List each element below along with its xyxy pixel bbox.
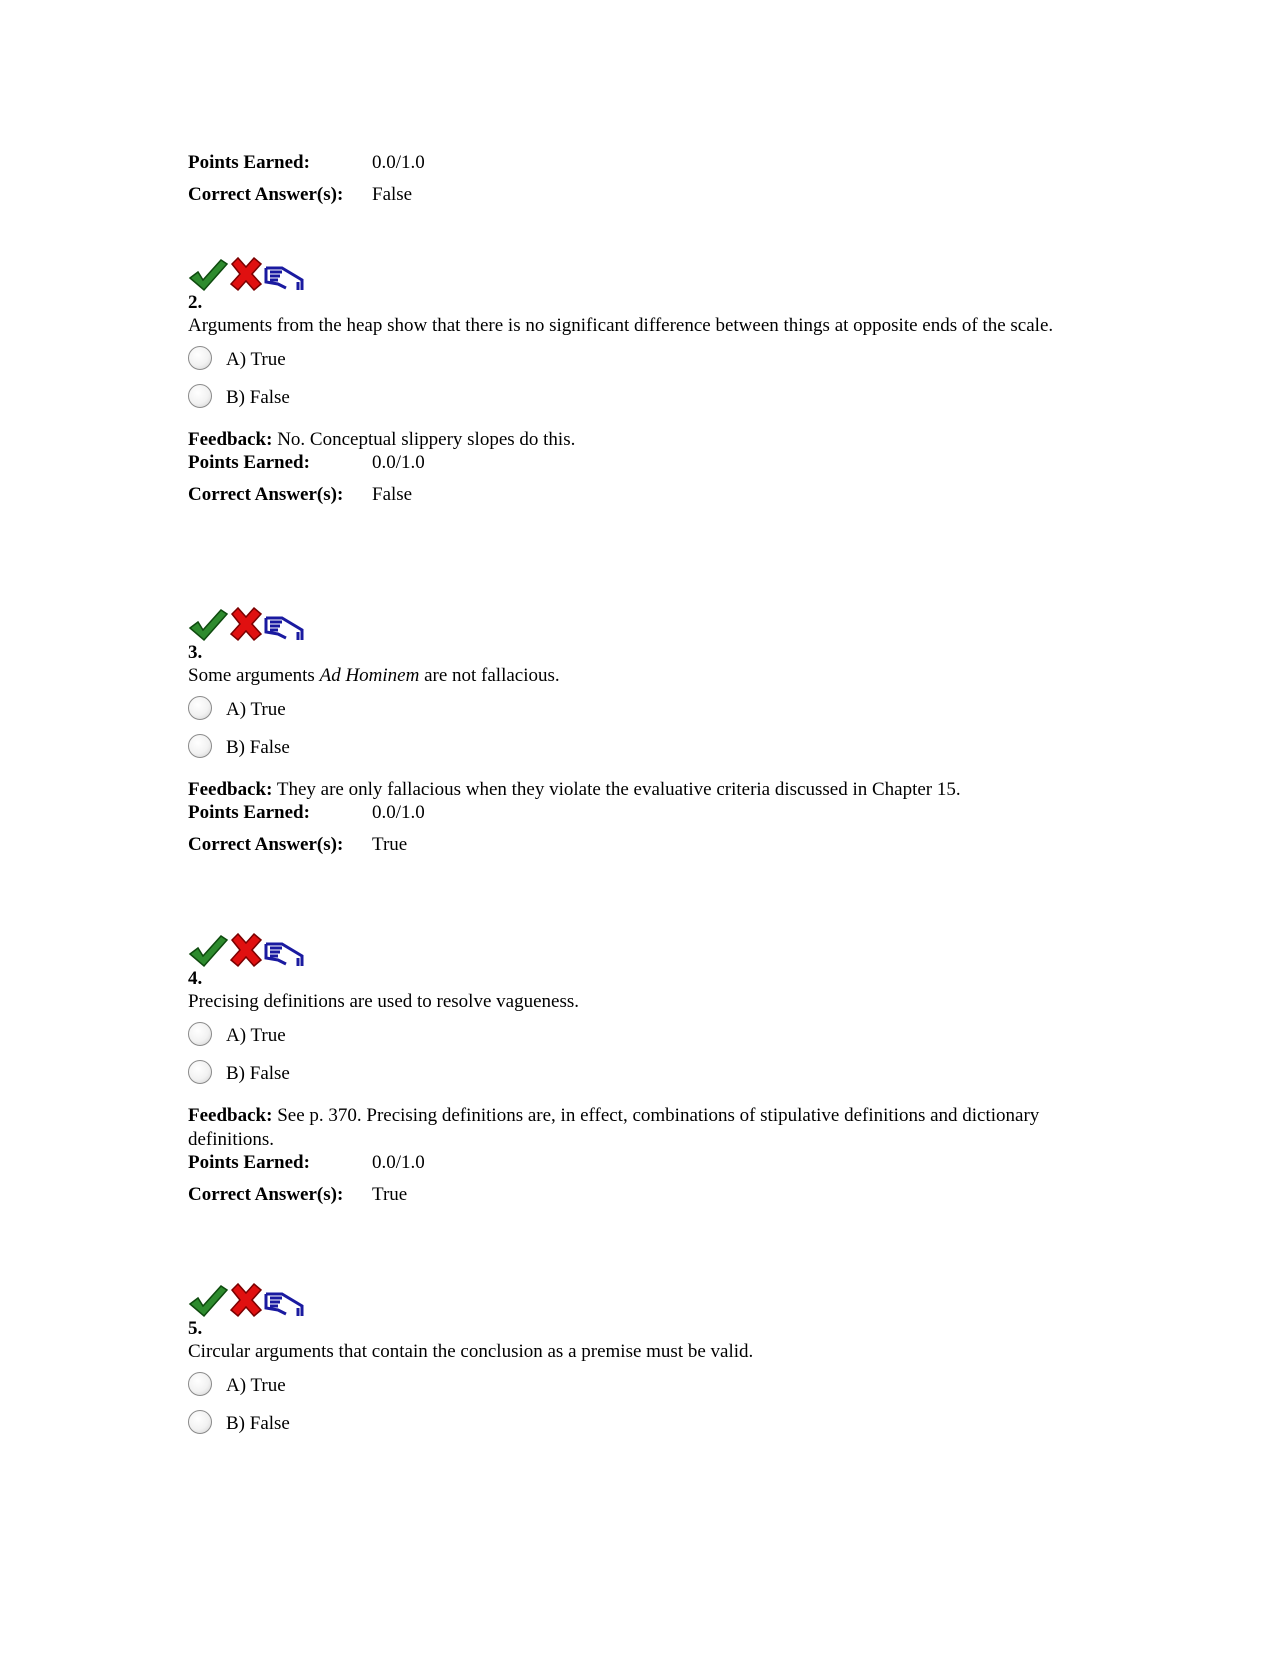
question-number: 2. [188,292,203,313]
grading-icons [188,256,1108,292]
option-b-radio[interactable] [188,1060,212,1084]
question-number: 3. [188,642,203,663]
feedback-label: Feedback: [188,779,273,800]
checkmark-icon [188,1284,228,1318]
option-b-label: B) False [226,387,290,408]
pointing-hand-icon [264,262,304,292]
question-5 [188,1282,1108,1440]
option-a[interactable] [188,688,1108,726]
option-a-radio[interactable] [188,346,212,370]
grading-icons [188,606,1108,642]
pointing-hand-icon [264,1288,304,1318]
question-text: Circular arguments that contain the conclusion as a premise must be valid. [188,1341,754,1362]
option-a-label: A) True [226,699,286,720]
question-text: Precising definitions are used to resolve vagueness. [188,991,579,1012]
option-a[interactable] [188,338,1108,376]
correct-answer-value: False [372,484,413,505]
option-b[interactable] [188,726,1108,764]
feedback [188,428,1108,452]
question-1-results [188,152,425,216]
option-b-label: B) False [226,1063,290,1084]
points-earned-label: Points Earned: [188,152,310,173]
red-x-icon [228,256,264,292]
points-earned-value: 0.0/1.0 [372,802,425,823]
question-text-start: Some arguments [188,665,320,686]
option-b-radio[interactable] [188,384,212,408]
option-a[interactable] [188,1364,1108,1402]
points-earned-row [188,802,1108,834]
correct-answer-value: True [372,1184,408,1205]
question-3 [188,606,1108,866]
option-b[interactable] [188,1402,1108,1440]
correct-answer-label: Correct Answer(s): [188,1184,344,1205]
points-earned-row [188,452,1108,484]
option-a-radio[interactable] [188,1372,212,1396]
option-a-label: A) True [226,349,286,370]
points-earned-label: Points Earned: [188,1152,310,1173]
correct-answer-row [188,1184,1108,1216]
points-earned-value: 0.0/1.0 [372,452,425,473]
correct-answer-label: Correct Answer(s): [188,184,344,205]
correct-answer-row [188,484,1108,516]
option-b-radio[interactable] [188,734,212,758]
feedback-label: Feedback: [188,429,273,450]
correct-answer-label: Correct Answer(s): [188,484,344,505]
checkmark-icon [188,258,228,292]
pointing-hand-icon [264,938,304,968]
option-b[interactable] [188,376,1108,414]
points-earned-value: 0.0/1.0 [372,1152,425,1173]
question-4 [188,932,1108,1216]
option-b[interactable] [188,1052,1108,1090]
correct-answer-row [188,184,425,216]
option-b-radio[interactable] [188,1410,212,1434]
question-text-end: are not fallacious. [419,665,560,686]
correct-answer-value: True [372,834,408,855]
question-text-italic: Ad Hominem [319,665,420,686]
feedback-text: They are only fallacious when they violate the evaluative criteria discussed in Chapter 15. [276,779,961,800]
option-a[interactable] [188,1014,1108,1052]
points-earned-label: Points Earned: [188,452,310,473]
question-number: 5. [188,1318,203,1339]
option-b-label: B) False [226,1413,290,1434]
feedback-text: See p. 370. Precising definitions are, in effect, combinations of stipulative definitions and dictionary definitions. [188,1105,1040,1150]
grading-icons [188,1282,1108,1318]
feedback [188,1104,1108,1152]
question-text [188,664,1108,688]
option-a-label: A) True [226,1025,286,1046]
option-a-radio[interactable] [188,1022,212,1046]
points-earned-row [188,1152,1108,1184]
points-earned-value: 0.0/1.0 [372,152,425,173]
red-x-icon [228,932,264,968]
question-2 [188,256,1108,516]
correct-answer-label: Correct Answer(s): [188,834,344,855]
red-x-icon [228,606,264,642]
red-x-icon [228,1282,264,1318]
option-a-label: A) True [226,1375,286,1396]
feedback [188,778,1108,802]
question-text: Arguments from the heap show that there is no significant difference between things at opposite ends of the scale. [188,315,1054,336]
points-earned-label: Points Earned: [188,802,310,823]
feedback-label: Feedback: [188,1105,273,1126]
grading-icons [188,932,1108,968]
pointing-hand-icon [264,612,304,642]
correct-answer-value: False [372,184,413,205]
option-a-radio[interactable] [188,696,212,720]
checkmark-icon [188,934,228,968]
points-earned-row [188,152,425,184]
option-b-label: B) False [226,737,290,758]
question-number: 4. [188,968,203,989]
correct-answer-row [188,834,1108,866]
feedback-text: No. Conceptual slippery slopes do this. [277,429,576,450]
checkmark-icon [188,608,228,642]
